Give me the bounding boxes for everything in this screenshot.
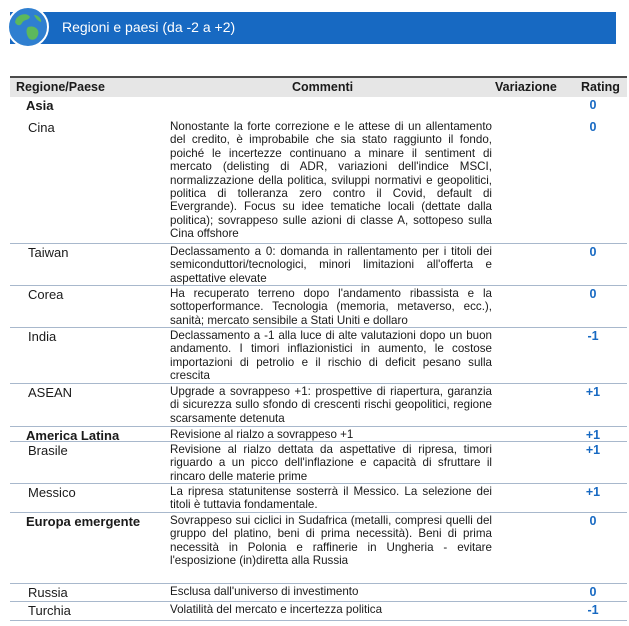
- rating-value: -1: [587, 329, 599, 343]
- table-row: [10, 602, 627, 621]
- rating-value: 0: [589, 98, 597, 112]
- column-header-comments: Commenti: [292, 80, 354, 94]
- comment-text: Volatilità del mercato e incertezza politica: [170, 603, 383, 616]
- region-name: Cina: [28, 120, 55, 135]
- table-row: [10, 97, 627, 119]
- table-row: [10, 244, 627, 286]
- comment-text: Revisione al rialzo a sovrappeso +1: [170, 428, 354, 441]
- comment-text: Esclusa dall'universo di investimento: [170, 585, 359, 598]
- region-name: Asia: [26, 98, 54, 113]
- table-row: [10, 484, 627, 513]
- table-row: [10, 442, 627, 484]
- region-name: America Latina: [26, 428, 120, 443]
- column-header-variation: Variazione: [495, 80, 557, 94]
- column-header-rating: Rating: [581, 80, 620, 94]
- region-name: ASEAN: [28, 385, 73, 400]
- comment-text: Sovrappeso sui ciclici in Sudafrica (metalli, compresi quelli del gruppo del platino, beni di prima necessità). Beni di prima necessità in Polonia e raffinerie in Ungheria - evitare l'esposizione (in)diretta alla Russia: [170, 514, 492, 568]
- table-row: [10, 584, 627, 602]
- region-name: Turchia: [28, 603, 71, 618]
- table-row: [10, 119, 627, 244]
- region-name: Europa emergente: [26, 514, 141, 529]
- rating-value: 0: [589, 287, 597, 301]
- table-row: [10, 513, 627, 584]
- column-header-region: Regione/Paese: [16, 80, 105, 94]
- region-name: India: [28, 329, 57, 344]
- table-row: [10, 427, 627, 442]
- region-name: Messico: [28, 485, 76, 500]
- table-row: [10, 286, 627, 328]
- region-name: Corea: [28, 287, 64, 302]
- table-row: [10, 328, 627, 384]
- table-row: [10, 384, 627, 427]
- comment-text: Ha recuperato terreno dopo l'andamento ribassista e la sottoperformance. Tecnologia (memoria, metaverso, ecc.), sanità; mercato sensibile a Stati Uniti e dollaro: [170, 287, 492, 327]
- comment-text: Revisione al rialzo dettata da aspettative di ripresa, timori riguardo a un picco dell'inflazione e capacità di sfruttare il rincaro delle materie prime: [170, 443, 492, 483]
- rating-value: 0: [589, 120, 597, 134]
- regions-table: [10, 76, 627, 621]
- rating-value: 0: [589, 245, 597, 259]
- comment-text: Nonostante la forte correzione e le attese di un allentamento del credito, è improbabile che sia stato raggiunto il fondo, poiché le incertezze continuano a minare il sentiment di mercato (delisting di ADR, variazioni dell'indice MSCI, normalizzazione della politica, sviluppi normativi e geopolitici, politica di tolleranza zero contro il Covid, default di Evergrande). Focus su idee tematiche locali (dettate dalla politica); sovrappeso sulle azioni di classe A, sottopeso sulla Cina offshore: [170, 120, 492, 241]
- region-name: Taiwan: [28, 245, 69, 260]
- region-name: Russia: [28, 585, 68, 600]
- comment-text: Upgrade a sovrappeso +1: prospettive di riapertura, garanzia di sicurezza sullo sfondo di crescenti rischi geopolitici, regione scarsamente detenuta: [170, 385, 492, 425]
- rating-value: +1: [585, 485, 601, 499]
- rating-value: +1: [585, 443, 601, 457]
- rating-value: +1: [585, 385, 601, 399]
- rating-value: +1: [585, 428, 601, 442]
- globe-icon: [6, 5, 50, 49]
- rating-value: -1: [587, 603, 599, 617]
- header-banner: [10, 12, 616, 44]
- rating-value: 0: [589, 585, 597, 599]
- table-header: [10, 76, 627, 97]
- page-title: Regioni e paesi (da -2 a +2): [62, 19, 236, 35]
- rating-value: 0: [589, 514, 597, 528]
- region-name: Brasile: [28, 443, 68, 458]
- comment-text: La ripresa statunitense sosterrà il Messico. La selezione dei titoli è tuttavia fondamentale.: [170, 485, 492, 512]
- comment-text: Declassamento a -1 alla luce di alte valutazioni dopo un buon andamento. I timori inflazionistici in aumento, le costose importazioni di petrolio e il rischio di deficit pesano sulla crescita: [170, 329, 492, 383]
- comment-text: Declassamento a 0: domanda in rallentamento per i titoli dei semiconduttori/tecnologici, minori limitazioni all'offerta e aspettative elevate: [170, 245, 492, 285]
